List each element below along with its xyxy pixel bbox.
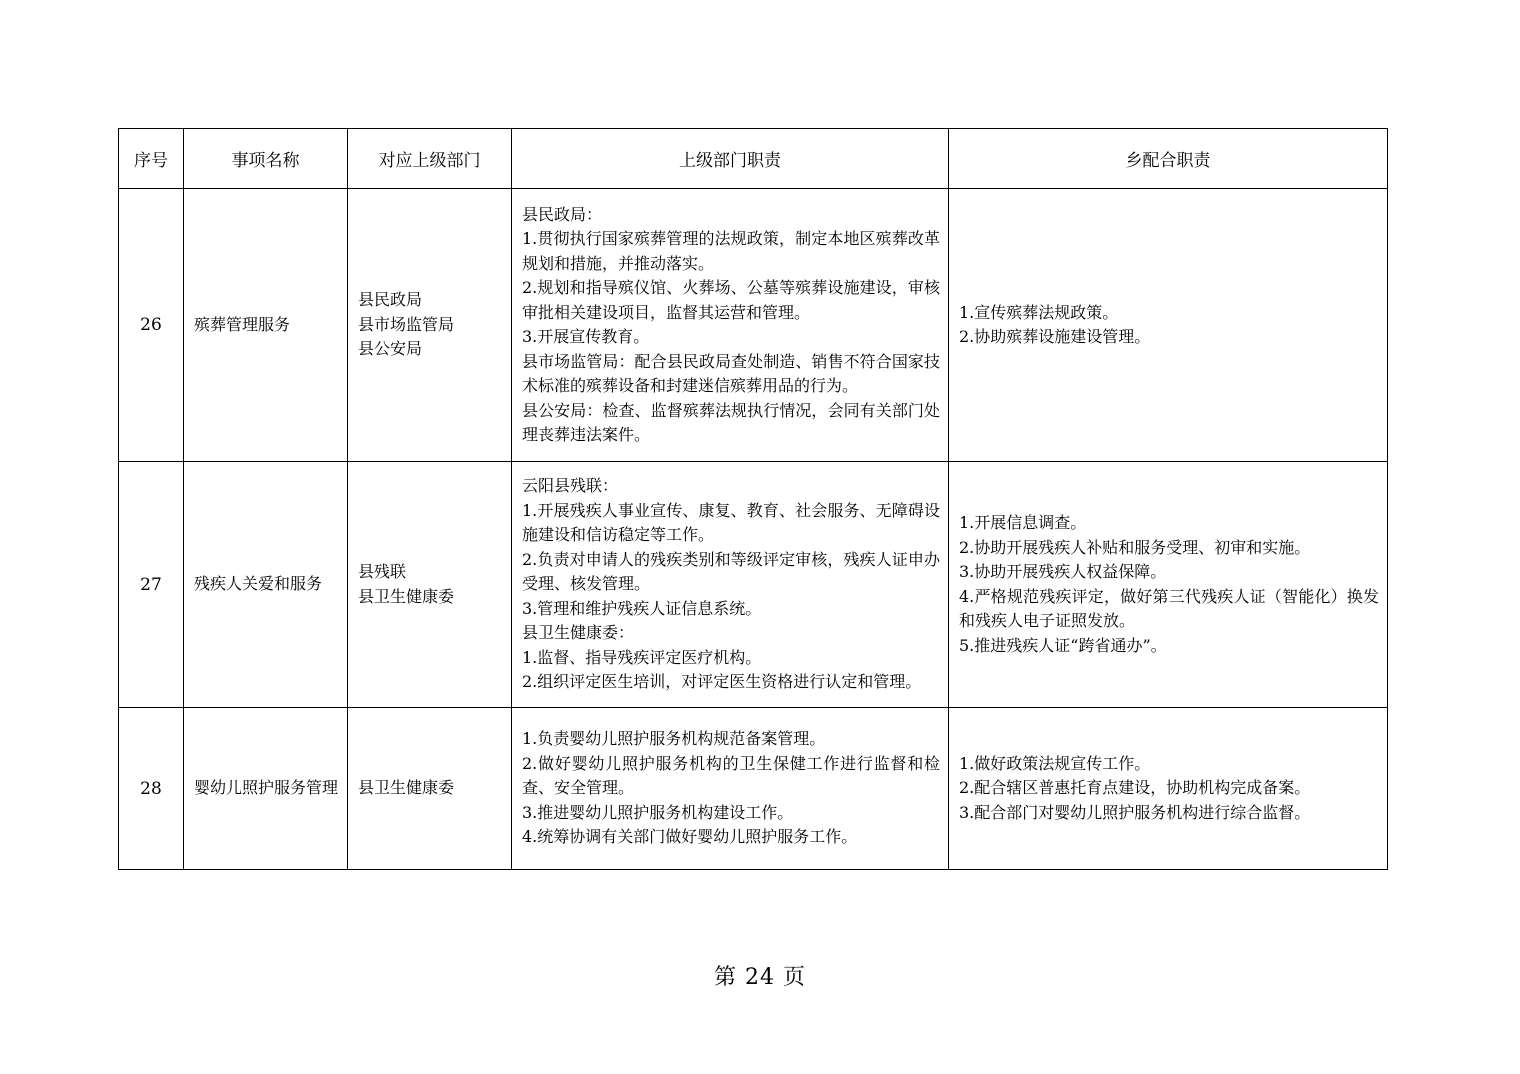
header-item: 事项名称	[184, 129, 348, 189]
item-name-cell	[184, 708, 348, 870]
duty-line: 3.管理和维护残疾人证信息系统。	[522, 598, 762, 618]
duty-line: 3.推进婴幼儿照护服务机构建设工作。	[522, 802, 794, 822]
duty-line: 1.负责婴幼儿照护服务机构规范备案管理。	[522, 729, 826, 749]
duty-line: 县卫生健康委：	[522, 623, 635, 643]
duty-line: 1.监督、指导残疾评定医疗机构。	[522, 647, 762, 667]
dept-name: 县残联	[358, 562, 407, 581]
dept-cell	[348, 462, 512, 708]
dept-name: 县市场监管局	[358, 314, 455, 334]
local-duty-cell	[949, 462, 1388, 708]
header-duty: 上级部门职责	[512, 129, 949, 189]
page-number: 第 24 页	[714, 965, 806, 990]
duty-line: 3.开展宣传教育。	[522, 327, 650, 346]
duty-line: 县公安局：检查、监督殡葬法规执行情况，会同有关部门处理丧葬违法案件。	[522, 400, 940, 444]
local-duty-line: 1.宣传殡葬法规政策。	[959, 302, 1119, 322]
header-dept: 对应上级部门	[348, 129, 512, 189]
dept-name: 县民政局	[358, 290, 423, 310]
duty-line: 1.贯彻执行国家殡葬管理的法规政策，制定本地区殡葬改革规划和措施，并推动落实。	[522, 229, 940, 273]
header-no: 序号	[119, 129, 184, 189]
duty-line: 2.组织评定医生培训，对评定医生资格进行认定和管理。	[522, 672, 922, 692]
duty-line: 县市场监管局：配合县民政局查处制造、销售不符合国家技术标准的殡葬设备和封建迷信殡葬用品的行为。	[522, 351, 940, 395]
row-number: 27	[119, 462, 184, 708]
duty-cell	[512, 708, 949, 870]
local-duty-line: 4.严格规范残疾评定，做好第三代残疾人证（智能化）换发和残疾人电子证照发放。	[959, 586, 1379, 630]
item-name: 残疾人关爱和服务	[194, 574, 323, 594]
local-duty-line: 1.做好政策法规宣传工作。	[959, 753, 1151, 773]
duty-cell	[512, 189, 949, 462]
dept-name: 县公安局	[358, 339, 423, 359]
header-local: 乡配合职责	[949, 129, 1388, 189]
table-row	[119, 462, 1388, 708]
table-row	[119, 189, 1388, 462]
local-duty-line: 1.开展信息调查。	[959, 513, 1087, 532]
local-duty-line: 2.配合辖区普惠托育点建设，协助机构完成备案。	[959, 778, 1311, 798]
duty-line: 云阳县残联：	[522, 476, 619, 496]
dept-name: 县卫生健康委	[358, 586, 455, 606]
local-duty-line: 5.推进残疾人证“跨省通办”。	[959, 635, 1167, 655]
local-duty-cell	[949, 708, 1388, 870]
duty-line: 4.统筹协调有关部门做好婴幼儿照护服务工作。	[522, 827, 858, 847]
dept-cell	[348, 708, 512, 870]
duty-line: 2.负责对申请人的残疾类别和等级评定审核，残疾人证申办受理、核发管理。	[522, 549, 940, 594]
local-duty-line: 2.协助殡葬设施建设管理。	[959, 327, 1151, 346]
duty-line: 2.做好婴幼儿照护服务机构的卫生保健工作进行监督和检查、安全管理。	[522, 753, 940, 798]
duty-line: 2.规划和指导殡仪馆、火葬场、公墓等殡葬设施建设，审核审批相关建设项目，监督其运营和管理。	[522, 278, 940, 322]
duty-line: 1.开展残疾人事业宣传、康复、教育、社会服务、无障碍设施建设和信访稳定等工作。	[522, 500, 940, 545]
local-duty-line: 3.配合部门对婴幼儿照护服务机构进行综合监督。	[959, 802, 1311, 822]
duty-cell	[512, 462, 949, 708]
local-duty-line: 3.协助开展残疾人权益保障。	[959, 562, 1167, 581]
item-name: 殡葬管理服务	[194, 314, 291, 334]
duty-line: 县民政局：	[522, 204, 603, 224]
row-number: 28	[119, 708, 184, 870]
local-duty-line: 2.协助开展残疾人补贴和服务受理、初审和实施。	[959, 537, 1311, 557]
table-row	[119, 708, 1388, 870]
dept-cell	[348, 189, 512, 462]
table-header-row	[119, 129, 1388, 189]
item-name-cell	[184, 189, 348, 462]
responsibility-table	[118, 128, 1388, 870]
item-name: 婴幼儿照护服务管理	[194, 778, 339, 798]
local-duty-cell	[949, 189, 1388, 462]
item-name-cell	[184, 462, 348, 708]
row-number: 26	[119, 189, 184, 462]
dept-name: 县卫生健康委	[358, 778, 455, 798]
